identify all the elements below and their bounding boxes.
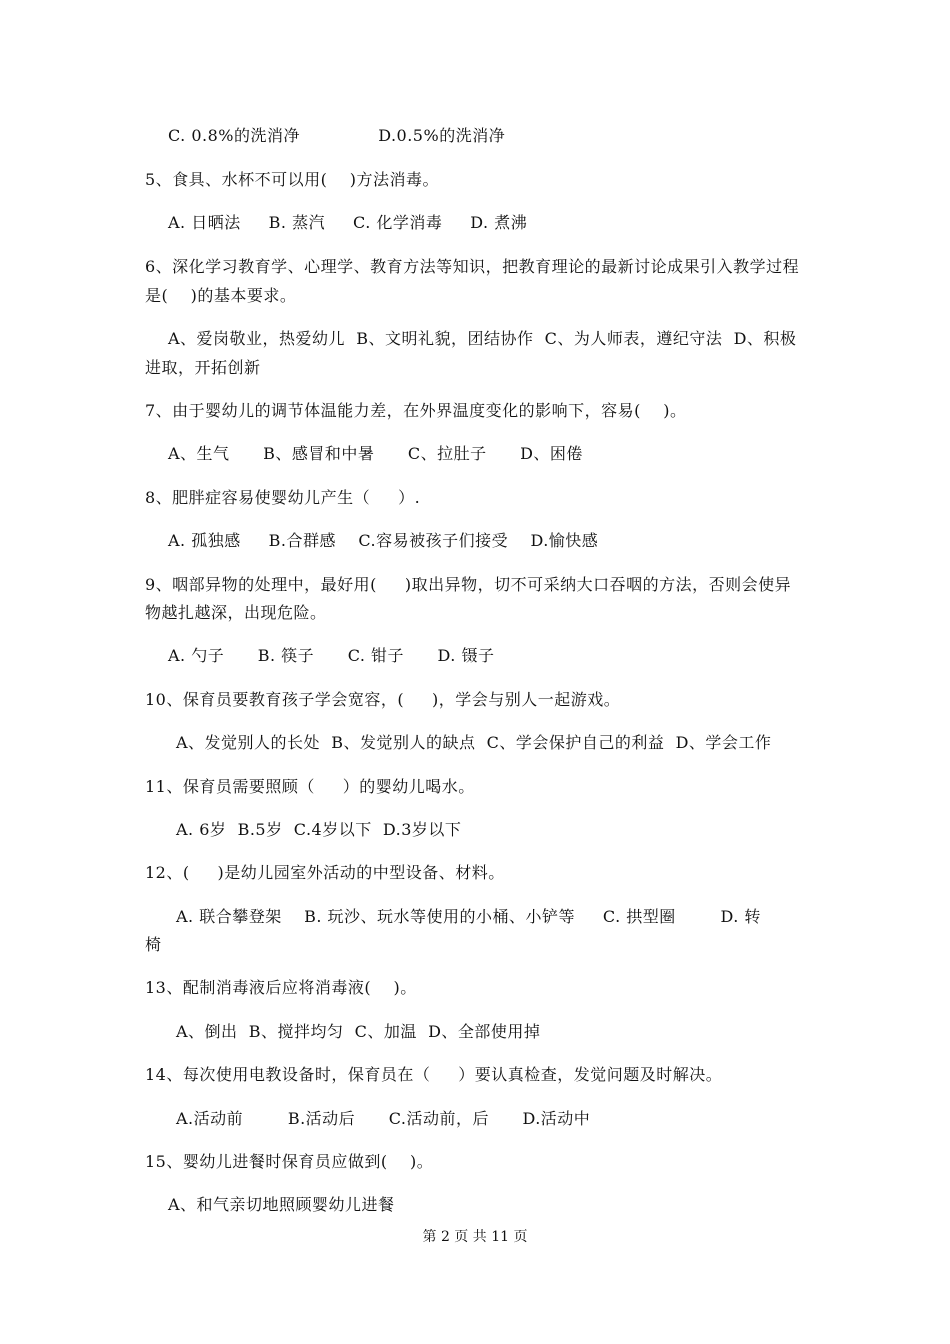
option-line: A.活动前 B.活动后 C.活动前，后 D.活动中: [176, 1109, 591, 1128]
page-footer: 第 2 页 共 11 页: [422, 1229, 528, 1245]
question-line: 是( )的基本要求。: [145, 286, 297, 305]
option-line: A. 联合攀登架 B. 玩沙、玩水等使用的小桶、小铲等 C. 拱型圈 D. 转: [176, 907, 761, 926]
option-line: A、和气亲切地照顾婴幼儿进餐: [168, 1195, 395, 1214]
option-line: A、爱岗敬业，热爱幼儿 B、文明礼貌，团结协作 C、为人师表，遵纪守法 D、积极: [168, 329, 797, 348]
option-line: A、发觉别人的长处 B、发觉别人的缺点 C、学会保护自己的利益 D、学会工作: [176, 733, 772, 752]
question-line: 9、咽部异物的处理中，最好用( )取出异物，切不可采纳大口吞咽的方法，否则会使异: [145, 575, 792, 594]
option-line: 进取，开拓创新: [145, 358, 261, 377]
question-line: 10、保育员要教育孩子学会宽容，( )，学会与别人一起游戏。: [145, 690, 621, 709]
question-line: 11、保育员需要照顾（ ）的婴幼儿喝水。: [145, 777, 475, 796]
question-line: 物越扎越深，出现危险。: [145, 603, 327, 622]
option-line: C. 0.8%的洗消净 D.0.5%的洗消净: [168, 126, 506, 145]
question-line: 13、配制消毒液后应将消毒液( )。: [145, 978, 417, 997]
question-line: 6、深化学习教育学、心理学、教育方法等知识，把教育理论的最新讨论成果引入教学过程: [145, 257, 800, 276]
question-line: 15、婴幼儿进餐时保育员应做到( )。: [145, 1152, 434, 1171]
question-line: 8、肥胖症容易使婴幼儿产生（ ）.: [145, 488, 421, 507]
option-line: A. 日晒法 B. 蒸汽 C. 化学消毒 D. 煮沸: [168, 213, 528, 232]
option-line: A、生气 B、感冒和中暑 C、拉肚子 D、困倦: [168, 444, 583, 463]
question-line: 5、食具、水杯不可以用( )方法消毒。: [145, 170, 440, 189]
option-line: A、倒出 B、搅拌均匀 C、加温 D、全部使用掉: [176, 1022, 541, 1041]
option-line: A. 勺子 B. 筷子 C. 钳子 D. 镊子: [168, 646, 495, 665]
option-line: A. 6岁 B.5岁 C.4岁以下 D.3岁以下: [176, 820, 462, 839]
option-line: 椅: [145, 935, 162, 954]
question-line: 7、由于婴幼儿的调节体温能力差，在外界温度变化的影响下，容易( )。: [145, 401, 687, 420]
question-line: 14、每次使用电教设备时，保育员在（ ）要认真检查，发觉问题及时解决。: [145, 1065, 723, 1084]
question-line: 12、( )是幼儿园室外活动的中型设备、材料。: [145, 863, 505, 882]
option-line: A. 孤独感 B.合群感 C.容易被孩子们接受 D.愉快感: [168, 531, 599, 550]
